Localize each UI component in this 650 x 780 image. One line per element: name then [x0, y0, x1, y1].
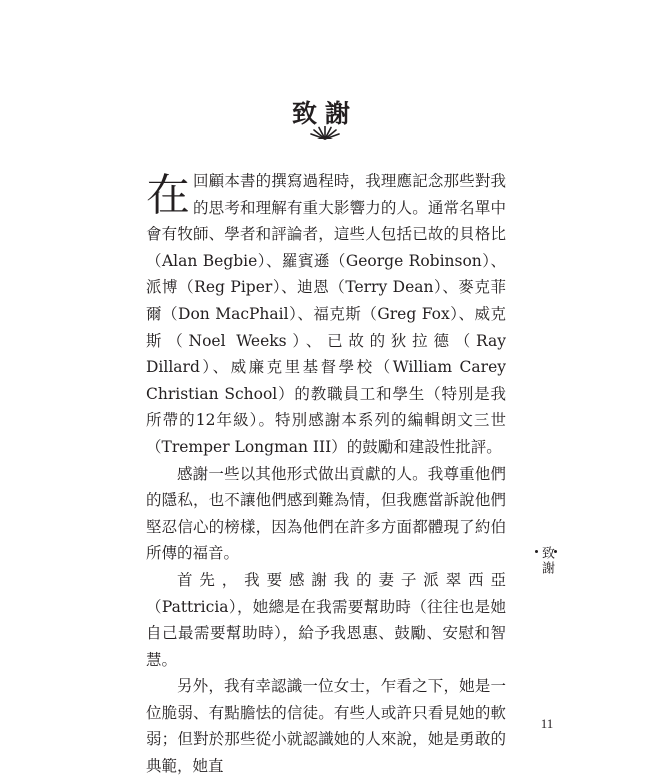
body-text [146, 168, 506, 780]
page-number: 11 [540, 716, 554, 731]
dot-bottom [535, 550, 538, 553]
paragraph-4: 另外，我有幸認識一位女士，乍看之下，她是一位脆弱、有點膽怯的信徒。有些人或許只看見她的軟弱；但對於那些從小就認識她的人來說，她是勇敢的典範，她直 [146, 677, 506, 776]
fan-ornament-icon [309, 126, 341, 140]
paragraph-2: 感謝一些以其他形式做出貢獻的人。我尊重他們的隱私，也不讓他們感到難為情，但我應當訴說他們堅忍信心的榜樣，因為他們在許多方面都體現了約伯所傳的福音。 [146, 464, 506, 563]
running-head [539, 546, 557, 576]
running-head-text: 致謝 [539, 546, 554, 576]
paragraph-1 [146, 168, 506, 461]
paragraph-3: 首先，我要感謝我的妻子派翠西亞（Pattricia），她總是在我需要幫助時（往往也是她自己最需要幫助時），給予我恩惠、鼓勵、安慰和智慧。 [146, 570, 506, 669]
dot-top [554, 550, 557, 553]
page-title: 致謝 [291, 99, 358, 128]
paragraph-1-text: 回顧本書的撰寫過程時，我理應記念那些對我的思考和理解有重大影響力的人。通常名單中會有牧師、學者和評論者，這些人包括已故的貝格比（Alan Begbie）、羅賓遜（George Robinson）、派博（Reg Piper）、迪恩（Terry Dean）、麥克菲爾（Don MacPhail）、福克斯（Greg Fox）、威克斯（Noel Weeks）、已故的狄拉德（Ray Dillard）、威廉克里基督學校（William Carey Christian School）的教職員工和學生（特別是我所帶的12年級）。特別感謝本系列的編輯朗文三世（Tremper Longman III）的鼓勵和建設性批評。 [146, 172, 506, 456]
drop-cap: 在 [146, 170, 190, 221]
